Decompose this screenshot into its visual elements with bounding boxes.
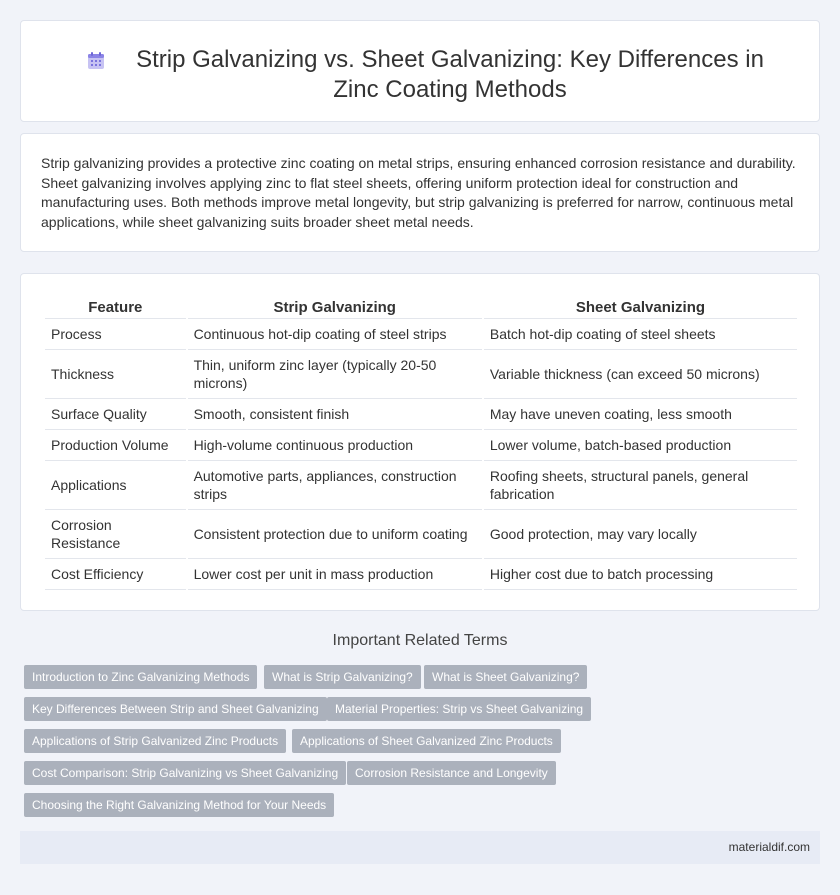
table-cell: Roofing sheets, structural panels, general fabrication — [484, 461, 797, 510]
related-term-tag[interactable]: Material Properties: Strip vs Sheet Galvanizing — [327, 697, 591, 721]
intro-card — [20, 133, 820, 252]
table-row — [45, 430, 797, 461]
table-cell: Process — [45, 319, 186, 350]
table-row — [45, 399, 797, 430]
table-cell: Continuous hot-dip coating of steel strips — [188, 319, 482, 350]
table-cell: Consistent protection due to uniform coating — [188, 510, 482, 559]
table-cell: Thin, uniform zinc layer (typically 20-50 microns) — [188, 350, 482, 399]
related-term-tag[interactable]: Key Differences Between Strip and Sheet Galvanizing — [24, 697, 327, 721]
table-cell: Higher cost due to batch processing — [484, 559, 797, 590]
header-card — [20, 20, 820, 122]
calendar-icon — [86, 51, 106, 71]
table-header-strip: Strip Galvanizing — [188, 295, 482, 319]
table-row — [45, 510, 797, 559]
table-cell: Lower cost per unit in mass production — [188, 559, 482, 590]
table-row — [45, 461, 797, 510]
table-cell: Surface Quality — [45, 399, 186, 430]
page-title: Strip Galvanizing vs. Sheet Galvanizing: Key Differences in Zinc Coating Methods — [136, 46, 764, 103]
table-row — [45, 319, 797, 350]
related-term-tag[interactable]: What is Sheet Galvanizing? — [424, 665, 587, 689]
table-cell: Automotive parts, appliances, construction strips — [188, 461, 482, 510]
table-cell: Batch hot-dip coating of steel sheets — [484, 319, 797, 350]
related-term-tag[interactable]: Applications of Sheet Galvanized Zinc Products — [292, 729, 561, 753]
related-term-tag[interactable]: Applications of Strip Galvanized Zinc Products — [24, 729, 286, 753]
table-cell: Good protection, may vary locally — [484, 510, 797, 559]
table-header-sheet: Sheet Galvanizing — [484, 295, 797, 319]
table-cell: Smooth, consistent finish — [188, 399, 482, 430]
table-header-feature: Feature — [45, 295, 186, 319]
related-term-tag[interactable]: Choosing the Right Galvanizing Method for Your Needs — [24, 793, 334, 817]
related-term-tag[interactable]: Corrosion Resistance and Longevity — [347, 761, 556, 785]
table-cell: Corrosion Resistance — [45, 510, 186, 559]
table-cell: Applications — [45, 461, 186, 510]
table-cell: High-volume continuous production — [188, 430, 482, 461]
related-term-tag[interactable]: Cost Comparison: Strip Galvanizing vs Sheet Galvanizing — [24, 761, 346, 785]
table-cell: Variable thickness (can exceed 50 microns) — [484, 350, 797, 399]
table-cell: Cost Efficiency — [45, 559, 186, 590]
table-cell: Lower volume, batch-based production — [484, 430, 797, 461]
related-term-tag[interactable]: What is Strip Galvanizing? — [264, 665, 421, 689]
comparison-table — [43, 295, 799, 590]
related-terms-title: Important Related Terms — [332, 632, 508, 649]
table-row — [45, 559, 797, 590]
table-cell: Thickness — [45, 350, 186, 399]
related-term-tag[interactable]: Introduction to Zinc Galvanizing Methods — [24, 665, 257, 689]
intro-text: Strip galvanizing provides a protective zinc coating on metal strips, ensuring enhanced corrosion resistance and durability. Sheet galvanizing involves applying zinc to flat steel sheets, offering uniform protection ideal for construction and manufacturing uses. Both methods improve metal longevity, but strip galvanizing is preferred for narrow, continuous metal applications, while sheet galvanizing suits broader sheet metal needs. — [41, 155, 796, 230]
table-cell: Production Volume — [45, 430, 186, 461]
table-cell: May have uneven coating, less smooth — [484, 399, 797, 430]
table-row — [45, 350, 797, 399]
comparison-table-card — [20, 273, 820, 611]
footer — [20, 831, 820, 864]
footer-site-link[interactable]: materialdif.com — [728, 840, 810, 854]
